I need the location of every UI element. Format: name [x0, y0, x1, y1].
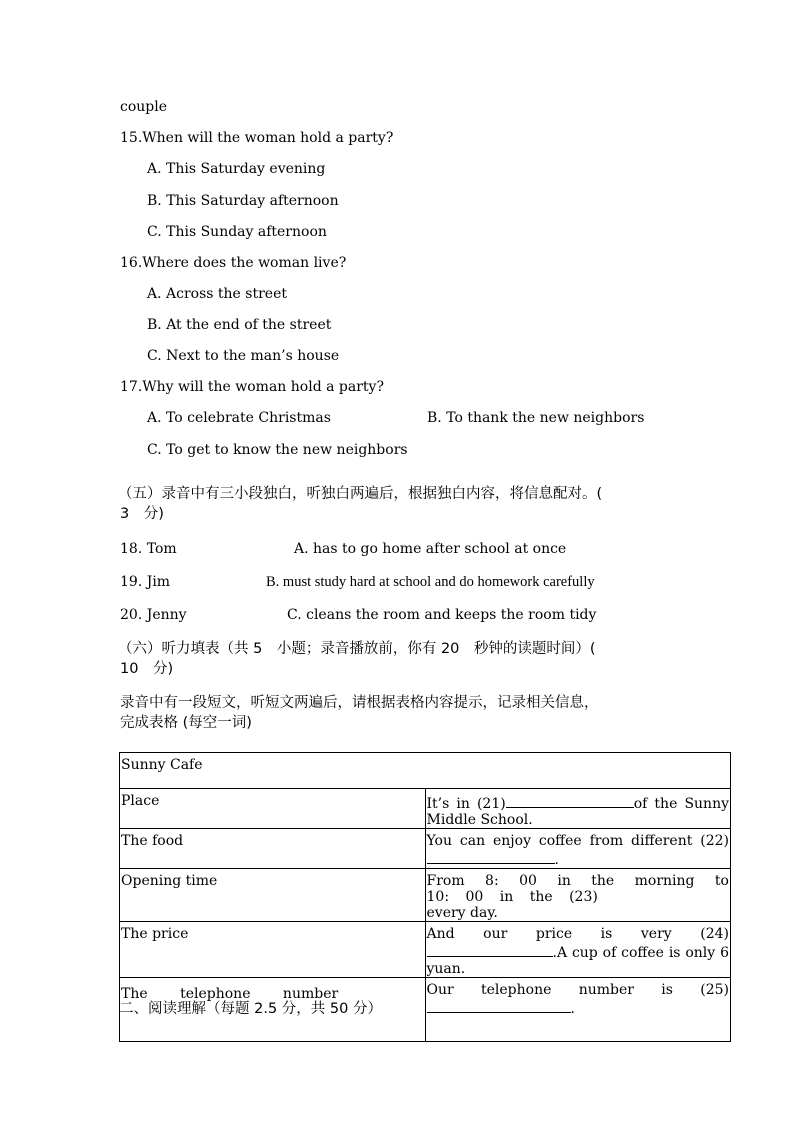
section-5-heading: （五）录音中有三小段独白，听独白两遍后，根据独白内容，将信息配对。(: [118, 486, 603, 502]
question-17: 17.Why will the woman hold a party?: [120, 379, 384, 395]
row-content: It’s in (21) of the Sunny Middle School.: [425, 789, 731, 829]
option-15a: A. This Saturday evening: [147, 161, 326, 177]
option-17a: A. To celebrate Christmas: [147, 410, 331, 426]
section-2-heading: 二、阅读理解（每题 2.5 分，共 50 分）: [119, 1001, 382, 1017]
row-content: From 8: 00 in the morning to 10: 00 in the (23) every day.: [425, 869, 731, 922]
match-19-option: B. must study hard at school and do homework carefully: [266, 574, 595, 590]
section-5-points: 3 分): [120, 506, 164, 522]
table-row: [120, 829, 731, 869]
row-content: Our telephone number is (25) .: [425, 978, 731, 1042]
table-row: [120, 789, 731, 829]
match-19-name: 19. Jim: [120, 574, 171, 590]
option-15b: B. This Saturday afternoon: [147, 193, 339, 209]
instructions-line-2: 完成表格 (每空一词): [120, 715, 252, 731]
match-20-name: 20. Jenny: [120, 607, 187, 623]
section-6-heading: （六）听力填表（共 5 小题；录音播放前，你有 20 秒钟的读题时间）(: [118, 641, 596, 657]
blank-21[interactable]: [506, 793, 634, 808]
row-label: Opening time: [120, 869, 426, 922]
row-label: The telephone number: [120, 978, 426, 1042]
instructions-line-1: 录音中有一段短文，听短文两遍后，请根据表格内容提示，记录相关信息，: [120, 695, 599, 711]
row-content: And our price is very (24) .A cup of coffee is only 6 yuan.: [425, 922, 731, 978]
row-label: The food: [120, 829, 426, 869]
row-content: You can enjoy coffee from different (22) .: [425, 829, 731, 869]
question-16: 16.Where does the woman live?: [120, 255, 347, 271]
option-15c: C. This Sunday afternoon: [147, 224, 327, 240]
table-title: Sunny Cafe: [120, 753, 731, 789]
match-18-option: A. has to go home after school at once: [294, 541, 567, 557]
blank-25[interactable]: [427, 998, 571, 1013]
option-17b: B. To thank the new neighbors: [427, 410, 645, 426]
row-label: The price: [120, 922, 426, 978]
text-couple: couple: [120, 99, 168, 115]
match-18-name: 18. Tom: [120, 541, 177, 557]
option-16c: C. Next to the man’s house: [147, 348, 340, 364]
section-6-points: 10 分): [120, 661, 174, 677]
table-row: [120, 922, 731, 978]
row-label: Place: [120, 789, 426, 829]
table-row: [120, 869, 731, 922]
match-20-option: C. cleans the room and keeps the room tidy: [287, 607, 597, 623]
blank-22[interactable]: [427, 849, 555, 864]
option-16a: A. Across the street: [147, 286, 287, 302]
sunny-cafe-table: [119, 752, 731, 1042]
option-16b: B. At the end of the street: [147, 317, 332, 333]
question-15: 15.When will the woman hold a party?: [120, 130, 394, 146]
option-17c: C. To get to know the new neighbors: [147, 442, 408, 458]
blank-24[interactable]: [427, 942, 553, 957]
